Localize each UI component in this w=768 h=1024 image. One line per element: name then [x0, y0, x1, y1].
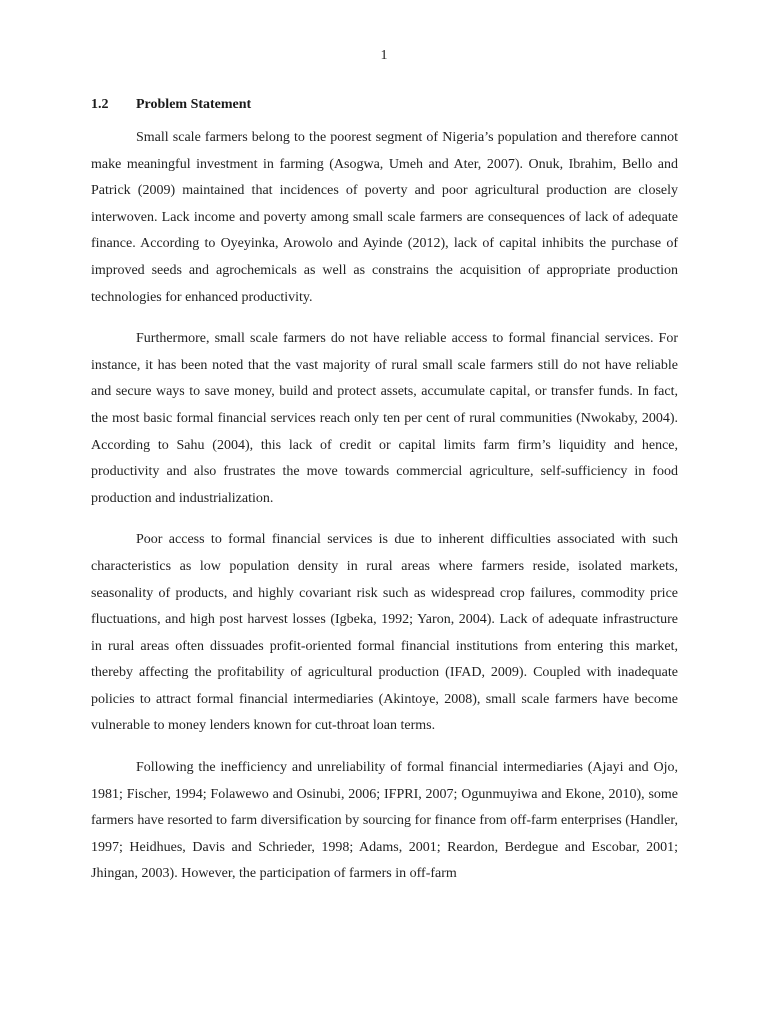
section-heading — [91, 95, 678, 115]
page-number-text: 1 — [380, 48, 388, 63]
paragraph-2: Furthermore, small scale farmers do not have reliable access to formal financial services. For instance, it has been noted that the vast majority of rural small scale farmers still do not have reliable and secure ways to save money, build and protect assets, accumulate capital, or transfer funds. In fact, the most basic formal financial services reach only ten per cent of rural communities (Nwokaby, 2004). According to Sahu (2004), this lack of credit or capital limits farm firm’s liquidity and hence, productivity and also frustrates the move towards commercial agriculture, self-sufficiency in food production and industrialization. — [91, 331, 678, 506]
section-title: Problem Statement — [136, 97, 252, 112]
section-number: 1.2 — [91, 97, 109, 112]
paragraph-1: Small scale farmers belong to the poorest segment of Nigeria’s population and therefore cannot make meaningful investment in farming (Asogwa, Umeh and Ater, 2007). Onuk, Ibrahim, Bello and Patrick (2009) maintained that incidences of poverty and poor agricultural production are closely interwoven. Lack income and poverty among small scale farmers are consequences of lack of adequate finance. According to Oyeyinka, Arowolo and Ayinde (2012), lack of capital inhibits the purchase of improved seeds and agrochemicals as well as constrains the acquisition of appropriate production technologies for enhanced productivity. — [91, 130, 678, 305]
page-number — [0, 47, 768, 65]
paragraph-4: Following the inefficiency and unreliability of formal financial intermediaries (Ajayi and Ojo, 1981; Fischer, 1994; Folawewo and Osinubi, 2006; IFPRI, 2007; Ogunmuyiwa and Ekone, 2010), some farmers have resorted to farm diversification by sourcing for finance from off-farm enterprises (Handler, 1997; Heidhues, Davis and Schrieder, 1998; Adams, 2001; Reardon, Berdegue and Escobar, 2001; Jhingan, 2003). However, the participation of farmers in off-farm — [91, 760, 678, 882]
paragraph-3: Poor access to formal financial services is due to inherent difficulties associated with such characteristics as low population density in rural areas where farmers reside, isolated markets, seasonality of products, and highly covariant risk such as widespread crop failures, commodity price fluctuations, and high post harvest losses (Igbeka, 1992; Yaron, 2004). Lack of adequate infrastructure in rural areas often dissuades profit-oriented formal financial institutions from entering this market, thereby affecting the profitability of agricultural production (IFAD, 2009). Coupled with inadequate policies to attract formal financial intermediaries (Akintoye, 2008), small scale farmers have become vulnerable to money lenders known for cut-throat loan terms. — [91, 532, 678, 734]
page-content — [91, 95, 678, 903]
